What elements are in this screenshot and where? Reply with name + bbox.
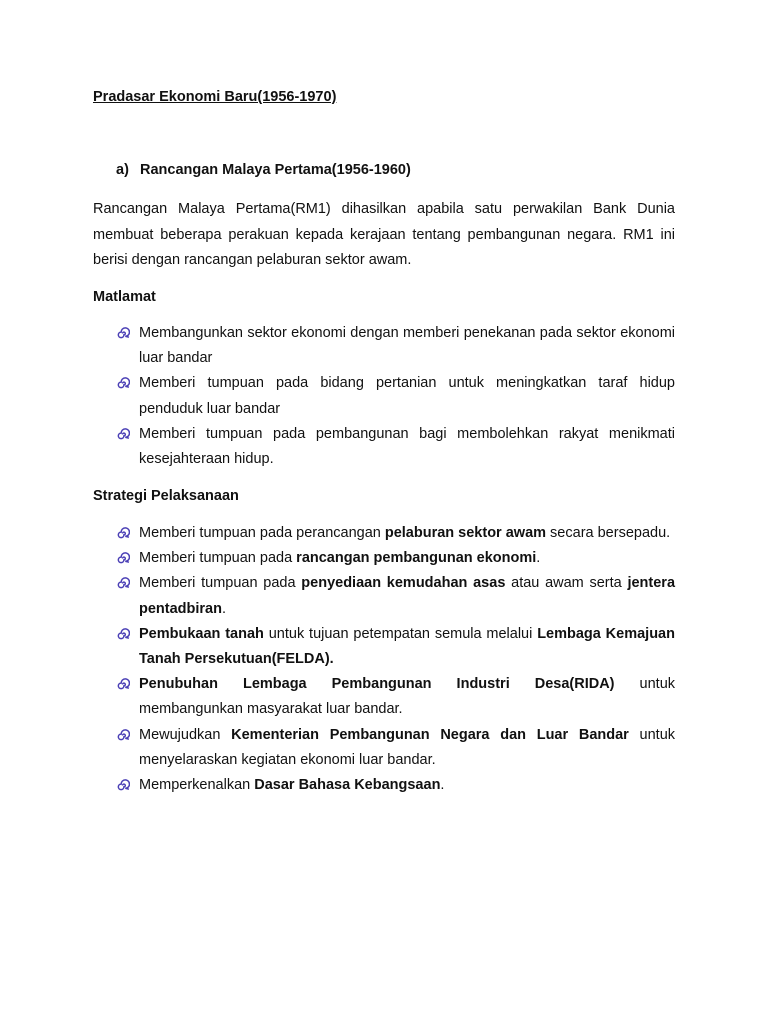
strategi-item-6-pre: Mewujudkan: [139, 726, 232, 743]
list-item: [115, 546, 675, 571]
strategi-heading: Strategi Pelaksanaan: [93, 488, 239, 504]
strategi-item-2-post: .: [536, 550, 541, 567]
section-heading: [116, 162, 411, 178]
list-item: [115, 521, 675, 546]
strategi-item-1-bold: pelaburan sektor awam: [384, 525, 547, 541]
strategi-item-4-post: untuk tujuan petempatan semula melalui: [263, 625, 538, 642]
list-item: [115, 321, 675, 371]
strategi-item-7-pre: Memperkenalkan: [139, 777, 255, 794]
matlamat-item-2: Memberi tumpuan pada bidang pertanian untuk meningkatkan taraf hidup penduduk luar bandar: [139, 375, 675, 417]
spiral-bullet-icon: [115, 577, 130, 590]
strategi-item-7-post: .: [440, 777, 445, 794]
list-item: [115, 422, 675, 472]
strategi-item-1-post: secara bersepadu.: [546, 525, 671, 541]
strategi-item-5-bold: Penubuhan Lembaga Pembangunan Industri Desa(RIDA): [139, 676, 615, 693]
strategi-item-2-pre: Memberi tumpuan pada: [139, 550, 297, 567]
list-item: [115, 773, 675, 798]
strategi-item-2-bold: rancangan pembangunan ekonomi: [296, 550, 537, 567]
strategi-item-3-bold2: jentera pentadbiran: [139, 575, 676, 617]
matlamat-heading: Matlamat: [93, 289, 156, 305]
spiral-bullet-icon: [115, 377, 130, 390]
list-item: [115, 723, 675, 773]
spiral-bullet-icon: [115, 628, 130, 641]
spiral-bullet-icon: [115, 527, 130, 540]
strategi-item-7-bold: Dasar Bahasa Kebangsaan: [254, 777, 441, 794]
matlamat-list: [115, 321, 675, 472]
intro-paragraph: Rancangan Malaya Pertama(RM1) dihasilkan apabila satu perwakilan Bank Dunia membuat beberapa perakuan kepada kerajaan tentang pembangunan negara. RM1 ini berisi dengan rancangan pelaburan sektor awam.: [93, 201, 675, 268]
list-item: [115, 571, 675, 621]
spiral-bullet-icon: [115, 428, 130, 441]
strategi-item-3-bold: penyediaan kemudahan asas: [301, 575, 506, 592]
list-item: [115, 371, 675, 421]
spiral-bullet-icon: [115, 678, 130, 691]
strategi-item-6-bold: Kementerian Pembangunan Negara dan Luar Bandar: [231, 726, 629, 743]
section-heading-text: Rancangan Malaya Pertama(1956-1960): [140, 162, 411, 178]
strategi-item-3-mid: atau awam serta: [505, 575, 628, 592]
list-item: [115, 622, 675, 672]
strategi-item-3-post: .: [221, 600, 227, 617]
matlamat-item-3: Memberi tumpuan pada pembangunan bagi membolehkan rakyat menikmati kesejahteraan hidup.: [139, 425, 675, 468]
matlamat-item-1: Membangunkan sektor ekonomi dengan memberi penekanan pada sektor ekonomi luar bandar: [139, 325, 675, 367]
section-marker: a): [116, 162, 129, 178]
strategi-item-4-bold: Pembukaan tanah: [139, 625, 264, 642]
strategi-item-3-pre: Memberi tumpuan pada: [139, 575, 302, 592]
strategi-item-6-post: untuk menyelaraskan kegiatan ekonomi luar bandar.: [139, 726, 676, 768]
strategi-list: [115, 521, 675, 798]
strategi-item-4-bold2: Lembaga Kemajuan Tanah Persekutuan(FELDA).: [139, 625, 675, 668]
strategi-item-1-pre: Memberi tumpuan pada perancangan: [139, 525, 385, 541]
spiral-bullet-icon: [115, 552, 130, 565]
strategi-item-5-post: untuk membangunkan masyarakat luar bandar.: [139, 676, 676, 718]
spiral-bullet-icon: [115, 729, 130, 742]
list-item: [115, 672, 675, 722]
document-title: Pradasar Ekonomi Baru(1956-1970): [93, 89, 337, 105]
spiral-bullet-icon: [115, 779, 130, 792]
spiral-bullet-icon: [115, 327, 130, 340]
